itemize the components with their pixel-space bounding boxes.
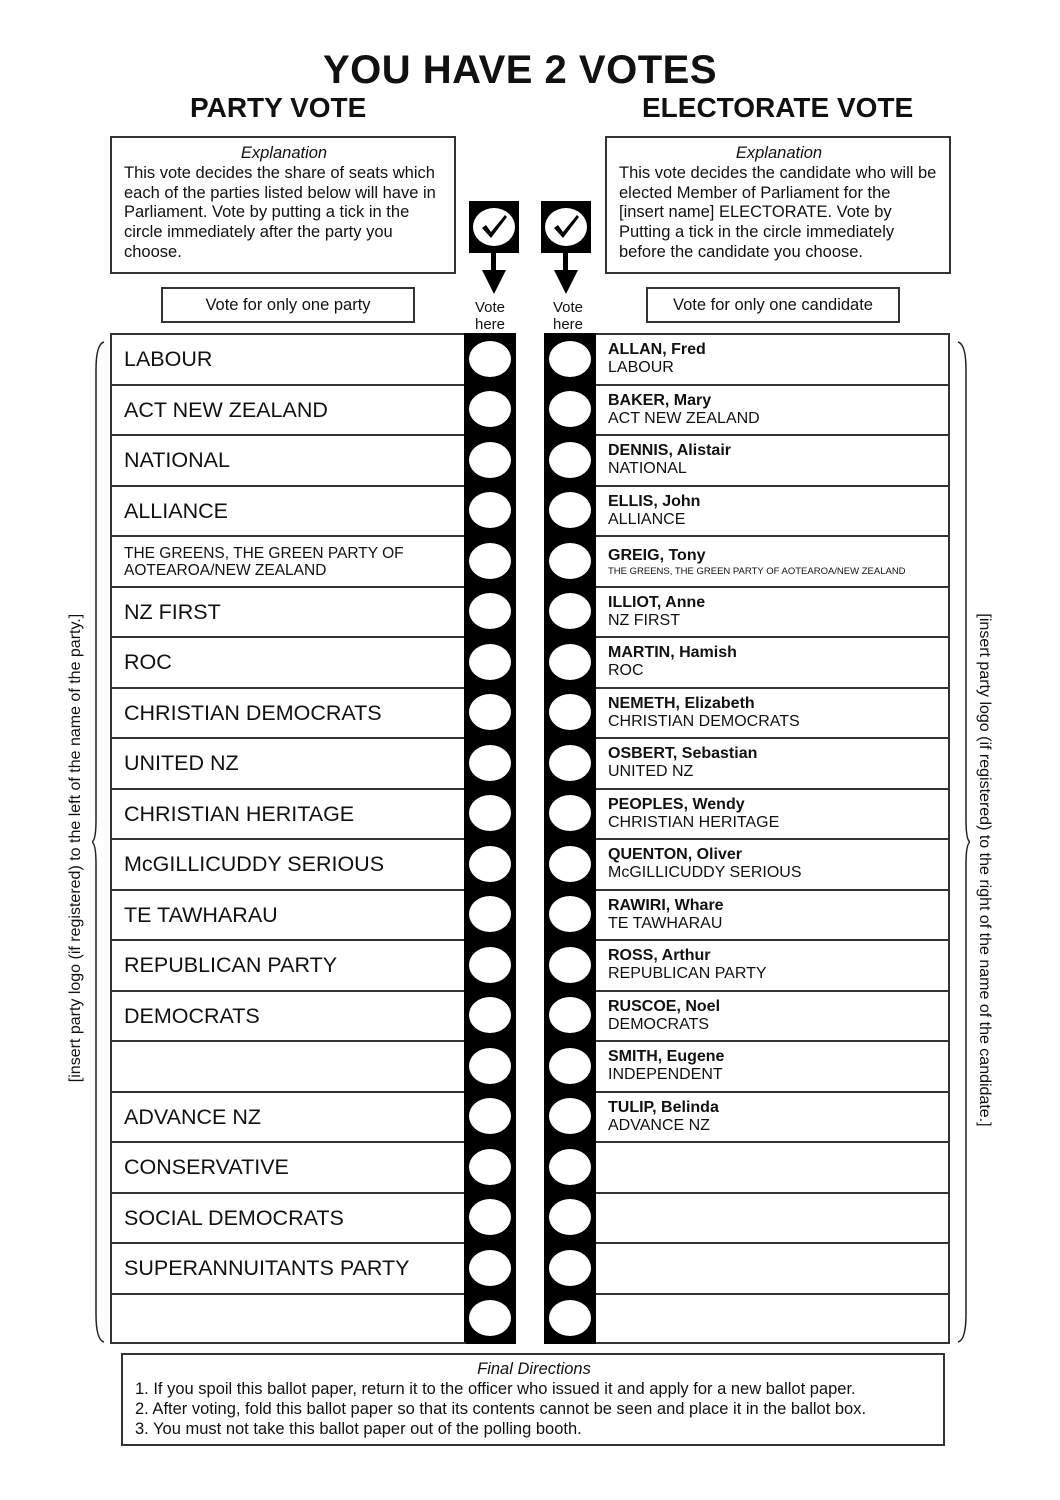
candidate-vote-circle[interactable] <box>549 1199 591 1235</box>
candidate-party: ACT NEW ZEALAND <box>608 409 760 427</box>
candidate-party: INDEPENDENT <box>608 1066 723 1083</box>
ballot-row <box>110 636 950 687</box>
electorate-vote-title: ELECTORATE VOTE <box>642 92 914 123</box>
party-vote-circle[interactable] <box>469 896 511 932</box>
right-brace-icon <box>956 340 970 1344</box>
candidate-party: CHRISTIAN DEMOCRATS <box>608 712 800 730</box>
table-border <box>110 1342 466 1344</box>
party-name: CHRISTIAN HERITAGE <box>110 788 466 839</box>
ballot-row <box>110 333 950 384</box>
party-vote-circle[interactable] <box>469 1199 511 1235</box>
ballot-row <box>110 1293 950 1344</box>
candidate-vote-circle[interactable] <box>549 442 591 478</box>
candidate-vote-circle[interactable] <box>549 947 591 983</box>
table-border <box>596 1342 950 1344</box>
candidate-vote-circle[interactable] <box>549 997 591 1033</box>
ballot-row <box>110 485 950 536</box>
candidate-vote-circle[interactable] <box>549 694 591 730</box>
ballot-row <box>110 384 950 435</box>
candidate-party: McGILLICUDDY SERIOUS <box>608 864 802 881</box>
party-name: TE TAWHARAU <box>110 889 466 940</box>
candidate-party: REPUBLICAN PARTY <box>608 965 767 982</box>
ballot-row <box>110 788 950 839</box>
candidate-party: UNITED NZ <box>608 763 694 780</box>
party-name: NZ FIRST <box>110 586 466 637</box>
ballot-row <box>110 889 950 940</box>
candidate-name: OSBERT, Sebastian <box>608 745 758 762</box>
candidate-name: DENNIS, Alistair <box>608 442 731 459</box>
party-name: LABOUR <box>110 333 466 384</box>
party-vote-circle[interactable] <box>469 1300 511 1336</box>
party-name: CHRISTIAN DEMOCRATS <box>110 687 466 738</box>
party-vote-circle[interactable] <box>469 846 511 882</box>
candidate-vote-circle[interactable] <box>549 391 591 427</box>
final-direction-item: 2. After voting, fold this ballot paper so that its contents cannot be seen and place it in the ballot box. <box>135 1400 867 1418</box>
party-name: CONSERVATIVE <box>110 1141 466 1192</box>
party-vote-circle[interactable] <box>469 543 511 579</box>
ballot-row <box>110 687 950 738</box>
party-name: UNITED NZ <box>110 737 466 788</box>
party-vote-circle[interactable] <box>469 593 511 629</box>
candidate-name: SMITH, Eugene <box>608 1048 725 1065</box>
party-name: McGILLICUDDY SERIOUS <box>110 838 466 889</box>
ballot-row <box>110 1091 950 1142</box>
party-name: THE GREENS, THE GREEN PARTY OF AOTEAROA/NEW ZEALAND <box>110 535 466 586</box>
party-explanation-heading: Explanation <box>240 144 328 162</box>
left-brace-icon <box>92 340 106 1344</box>
candidate-party: THE GREENS, THE GREEN PARTY OF AOTEAROA/NEW ZEALAND <box>608 566 906 577</box>
candidate-vote-circle[interactable] <box>549 543 591 579</box>
candidate-name: QUENTON, Oliver <box>608 846 742 863</box>
party-vote-circle[interactable] <box>469 1098 511 1134</box>
party-vote-circle[interactable] <box>469 644 511 680</box>
ballot-row <box>110 990 950 1041</box>
vote-here-label-party: Vote here <box>474 299 506 333</box>
candidate-name: ILLIOT, Anne <box>608 593 706 611</box>
final-directions-heading: Final Directions <box>477 1360 591 1378</box>
ballot-row <box>110 1141 950 1192</box>
party-name: ADVANCE NZ <box>110 1091 466 1142</box>
candidate-vote-circle[interactable] <box>549 341 591 377</box>
party-vote-circle[interactable] <box>469 341 511 377</box>
party-vote-circle[interactable] <box>469 795 511 831</box>
ballot-row <box>110 535 950 586</box>
candidate-vote-circle[interactable] <box>549 795 591 831</box>
candidate-vote-circle[interactable] <box>549 492 591 528</box>
table-border <box>948 333 950 1344</box>
candidate-party: ADVANCE NZ <box>608 1116 710 1134</box>
candidate-party: NATIONAL <box>608 460 687 477</box>
party-name: REPUBLICAN PARTY <box>110 939 466 990</box>
final-directions-box <box>121 1353 945 1446</box>
candidate-vote-circle[interactable] <box>549 593 591 629</box>
candidate-vote-circle[interactable] <box>549 846 591 882</box>
electorate-explanation-text: This vote decides the candidate who will be elected Member of Parliament for the [insert name] ELECTORATE. Vote by Putting a tick in the circle immediately before the candidate you choose. <box>619 163 937 261</box>
candidate-party: ROC <box>608 662 644 679</box>
candidate-party: NZ FIRST <box>608 611 680 629</box>
candidate-vote-circle[interactable] <box>549 1048 591 1084</box>
final-direction-item: 3. You must not take this ballot paper out of the polling booth. <box>135 1420 582 1438</box>
party-explanation-box <box>110 136 456 274</box>
party-vote-circle[interactable] <box>469 947 511 983</box>
candidate-vote-circle[interactable] <box>549 745 591 781</box>
candidate-name: ALLAN, Fred <box>608 341 706 358</box>
candidate-name: GREIG, Tony <box>608 547 706 564</box>
party-name <box>110 1293 466 1344</box>
ballot-row <box>110 939 950 990</box>
electorate-explanation-box <box>605 136 951 274</box>
candidate-vote-circle[interactable] <box>549 896 591 932</box>
electorate-explanation-heading: Explanation <box>735 144 823 162</box>
ballot-row <box>110 586 950 637</box>
candidate-vote-circle[interactable] <box>549 1250 591 1286</box>
ballot-row <box>110 1242 950 1293</box>
candidate-name: NEMETH, Elizabeth <box>608 694 755 712</box>
candidate-name: PEOPLES, Wendy <box>608 795 745 813</box>
table-border <box>110 333 112 1344</box>
candidate-name: RAWIRI, Whare <box>608 896 724 914</box>
party-vote-circle[interactable] <box>469 1048 511 1084</box>
party-vote-circle[interactable] <box>469 1149 511 1185</box>
party-name: NATIONAL <box>110 434 466 485</box>
party-vote-circle[interactable] <box>469 442 511 478</box>
party-vote-circle[interactable] <box>469 694 511 730</box>
candidate-name: BAKER, Mary <box>608 391 712 409</box>
candidate-name: RUSCOE, Noel <box>608 997 721 1015</box>
candidate-name: ELLIS, John <box>608 492 701 510</box>
ballot-row <box>110 1040 950 1091</box>
candidate-vote-circle[interactable] <box>549 1098 591 1134</box>
ballot-title: YOU HAVE 2 VOTES <box>322 48 717 92</box>
party-name: SUPERANNUITANTS PARTY <box>110 1242 466 1293</box>
party-vote-circle[interactable] <box>469 745 511 781</box>
party-vote-circle[interactable] <box>469 997 511 1033</box>
ballot-table <box>110 333 950 1344</box>
party-name: ROC <box>110 636 466 687</box>
party-vote-title: PARTY VOTE <box>190 92 367 123</box>
party-explanation-text: This vote decides the share of seats which each of the parties listed below will have in Parliament. Vote by putting a tick in the circle immediately after the party you choose. <box>124 163 436 261</box>
candidate-vote-circle[interactable] <box>549 1300 591 1336</box>
candidate-vote-circle[interactable] <box>549 644 591 680</box>
party-name: ACT NEW ZEALAND <box>110 384 466 435</box>
party-vote-circle[interactable] <box>469 1250 511 1286</box>
candidate-party: LABOUR <box>608 359 674 376</box>
party-name: SOCIAL DEMOCRATS <box>110 1192 466 1243</box>
party-logo-note: [insert party logo (if registered) to the left of the name of the party.] <box>67 613 84 1083</box>
vote-here-label-electorate: Vote here <box>552 299 584 333</box>
party-vote-circle[interactable] <box>469 492 511 528</box>
ballot-row <box>110 1192 950 1243</box>
candidate-party: CHRISTIAN HERITAGE <box>608 813 780 831</box>
party-name <box>110 1040 466 1091</box>
ballot-row <box>110 838 950 889</box>
candidate-vote-circle[interactable] <box>549 1149 591 1185</box>
vote-one-candidate-label: Vote for only one candidate <box>646 287 900 323</box>
candidate-name: MARTIN, Hamish <box>608 644 737 661</box>
candidate-name: ROSS, Arthur <box>608 947 711 964</box>
final-direction-item: 1. If you spoil this ballot paper, return it to the officer who issued it and apply for a new ballot paper. <box>135 1380 856 1398</box>
candidate-party: TE TAWHARAU <box>608 914 723 932</box>
candidate-logo-note: [insert party logo (if registered) to the right of the name of the candidate.] <box>976 613 993 1127</box>
party-name: ALLIANCE <box>110 485 466 536</box>
party-name: DEMOCRATS <box>110 990 466 1041</box>
ballot-row <box>110 737 950 788</box>
candidate-name: TULIP, Belinda <box>608 1098 719 1116</box>
tick-icon <box>541 201 591 253</box>
vote-one-party-label: Vote for only one party <box>161 287 415 323</box>
candidate-party: ALLIANCE <box>608 510 686 528</box>
ballot-row <box>110 434 950 485</box>
tick-icon <box>469 201 519 253</box>
party-vote-circle[interactable] <box>469 391 511 427</box>
candidate-party: DEMOCRATS <box>608 1015 710 1033</box>
